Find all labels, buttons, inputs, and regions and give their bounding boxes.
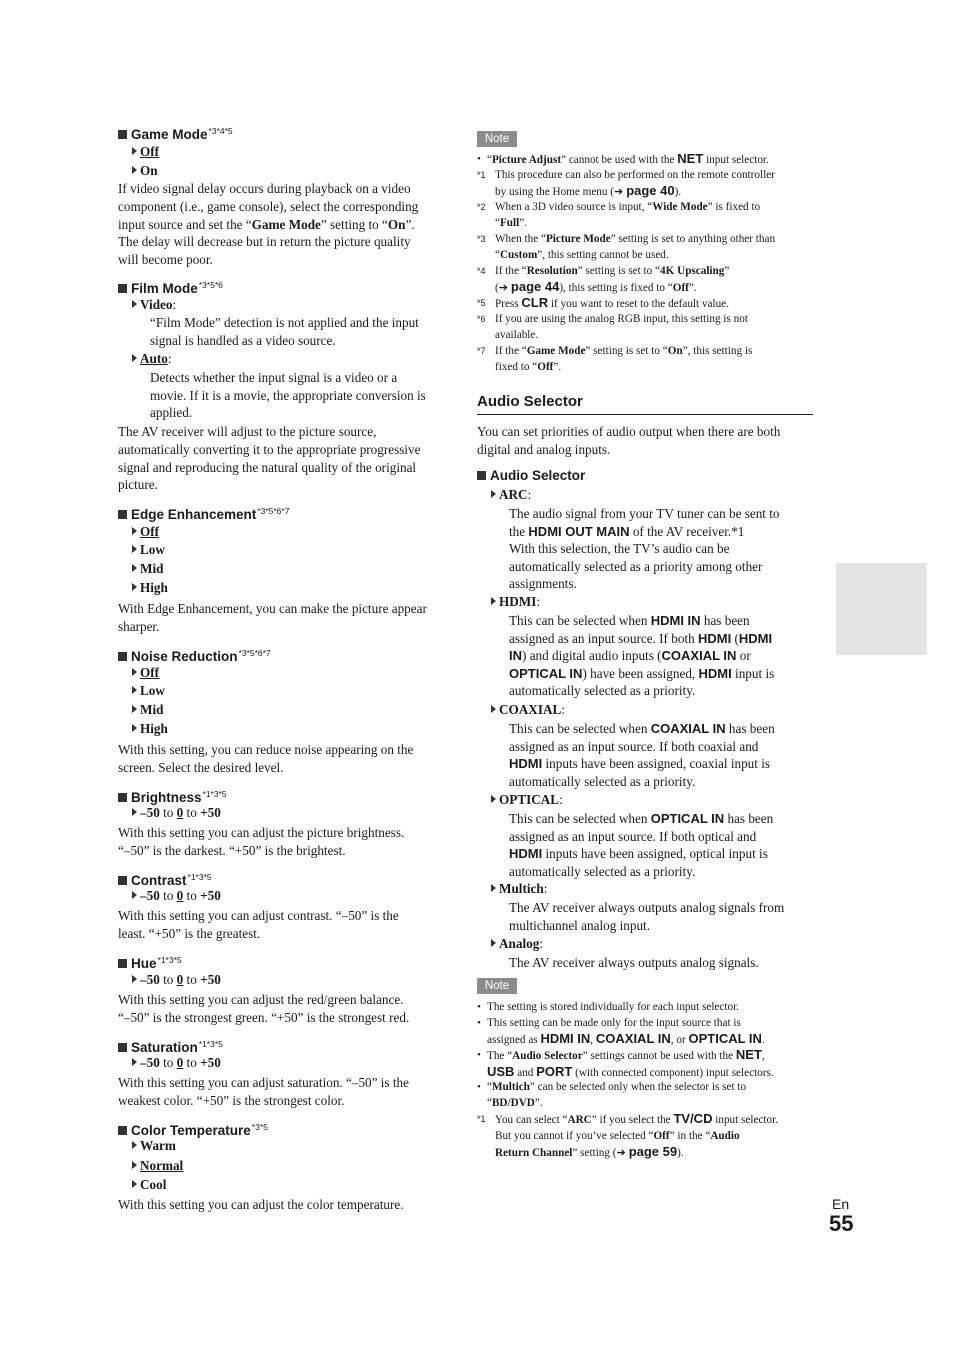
arrow-icon (491, 939, 496, 947)
footnote-marker: *3 (477, 234, 486, 244)
option-description: The AV receiver always outputs analog signals. (509, 955, 759, 970)
heading-edge-enhancement: Edge Enhancement$^{*3*5*6*7}$ (118, 503, 289, 523)
option-high: High (132, 721, 168, 737)
option-normal: Normal (132, 1158, 183, 1174)
brightness-description: With this setting you can adjust the picture brightness. “–50” is the darkest. “+50” is the brightest. (118, 825, 405, 858)
section-title: Audio Selector (477, 392, 813, 415)
option-auto: Auto: (132, 351, 172, 367)
heading-audio-selector: Audio Selector (477, 468, 585, 484)
option-low: Low (132, 683, 165, 699)
option-range: –50 to 0 to +50 (132, 972, 221, 988)
option-off: Off (132, 144, 159, 160)
option-description: This can be selected when COAXIAL IN has been assigned as an input source. If both coaxial and HDMI inputs have been assigned, coaxial input is automatically selected as a priority. (509, 721, 775, 789)
option-on: On (132, 163, 158, 179)
heading-film-mode: Film Mode$^{*3*5*6}$ (118, 277, 223, 297)
footnote-marker: • (477, 153, 481, 165)
option-multich: Multich: (491, 881, 547, 897)
option-coaxial: COAXIAL: (491, 702, 565, 718)
audio-intro: You can set priorities of audio output when there are both digital and analog inputs. (477, 424, 781, 457)
heading-saturation: Saturation$^{*1*3*5}$ (118, 1036, 223, 1056)
option-description: This can be selected when OPTICAL IN has been assigned as an input source. If both optical and HDMI inputs have been assigned, optical input is automatically selected as a priority. (509, 811, 774, 879)
noise-description: With this setting, you can reduce noise appearing on the screen. Select the desired level. (118, 742, 414, 775)
option-hdmi: HDMI: (491, 594, 540, 610)
edge-description: With Edge Enhancement, you can make the picture appear sharper. (118, 601, 427, 634)
option-label: Analog (499, 936, 540, 951)
option-description: This can be selected when HDMI IN has been assigned as an input source. If both HDMI (HDMI IN) and digital audio inputs (COAXIAL IN or OPTICAL IN) have been assigned, HDMI input is automatically selected as a priority. (509, 613, 775, 699)
arrow-icon (491, 705, 496, 713)
arrow-icon (491, 597, 496, 605)
heading-noise-reduction: Noise Reduction$^{*3*5*6*7}$ (118, 645, 271, 665)
option-label: ARC (499, 487, 528, 502)
option-label: OPTICAL (499, 792, 560, 807)
footnote-text: If you are using the analog RGB input, this setting is not available. (495, 313, 748, 341)
footnote-marker: *6 (477, 314, 486, 324)
footnote-text: Press CLR if you want to reset to the default value. (495, 295, 729, 310)
option-range: –50 to 0 to +50 (132, 888, 221, 904)
option-high: High (132, 580, 168, 596)
option-low: Low (132, 542, 165, 558)
footnote-marker: *1 (477, 170, 486, 180)
footnote-text: When the “Picture Mode” setting is set to anything other than “Custom”, this setting cannot be used. (495, 233, 776, 261)
option-mid: Mid (132, 702, 163, 718)
footnote-marker: • (477, 1081, 481, 1093)
note-label: Note (477, 978, 517, 994)
footnote-marker: • (477, 1001, 481, 1013)
saturation-description: With this setting you can adjust saturation. “–50” is the weakest color. “+50” is the strongest color. (118, 1075, 410, 1108)
heading-color-temperature: Color Temperature$^{*3*5}$ (118, 1119, 268, 1139)
option-off: Off (132, 665, 159, 681)
arrow-icon (491, 490, 496, 498)
arrow-icon (491, 795, 496, 803)
option-off: Off (132, 524, 159, 540)
arrow-icon (491, 884, 496, 892)
option-range: –50 to 0 to +50 (132, 805, 221, 821)
option-mid: Mid (132, 561, 163, 577)
heading-hue: Hue$^{*1*3*5}$ (118, 952, 182, 972)
option-label: HDMI (499, 594, 537, 609)
footnote-marker: *1 (477, 1114, 486, 1124)
option-warm: Warm (132, 1138, 176, 1154)
footnote-text: This setting can be made only for the input source that is assigned as HDMI IN, COAXIAL IN, or OPTICAL IN. (487, 1017, 765, 1046)
footnote-marker: • (477, 1017, 481, 1029)
hue-description: With this setting you can adjust the red/green balance. “–50” is the strongest green. “+50” is the strongest red. (118, 992, 410, 1025)
heading-contrast: Contrast$^{*1*3*5}$ (118, 869, 212, 889)
footnote-text: “Multich” can be selected only when the selector is set to “BD/DVD”. (487, 1081, 747, 1109)
footnote-text: The “Audio Selector” settings cannot be used with the NET, USB and PORT (with connected component) input selectors. (487, 1047, 774, 1079)
page-number: 55 (829, 1211, 854, 1236)
footnote-text: If the “Resolution” setting is set to “4K Upscaling” (➔ page 44), this setting is fixed to “Off”. (495, 265, 730, 294)
auto-description: Detects whether the input signal is a video or a movie. If it is a movie, the appropriate conversion is applied. (150, 370, 426, 421)
footnote-marker: *7 (477, 346, 486, 356)
chapter-tab (836, 563, 927, 655)
footnote-text: The setting is stored individually for each input selector. (487, 1001, 739, 1013)
footnote-text: You can select “ARC” if you select the TV/CD input selector. But you cannot if you’ve selected “Off” in the “Audio Return Channel” setting (➔ page 59). (495, 1111, 779, 1159)
option-arc: ARC: (491, 487, 531, 503)
option-description: The AV receiver always outputs analog signals from multichannel analog input. (509, 900, 785, 933)
footnote-text: If the “Game Mode” setting is set to “On”, this setting is fixed to “Off”. (495, 345, 753, 373)
footnote-text: This procedure can also be performed on the remote controller by using the Home menu (➔ page 40). (495, 169, 775, 198)
footnote-text: When a 3D video source is input, “Wide Mode” is fixed to “Full”. (495, 201, 761, 229)
color-temp-description: With this setting you can adjust the color temperature. (118, 1197, 404, 1212)
language-label: En (832, 1196, 850, 1212)
heading-brightness: Brightness$^{*1*3*5}$ (118, 786, 227, 806)
footnote-marker: • (477, 1049, 481, 1061)
option-label: Multich (499, 881, 544, 896)
game-mode-description: If video signal delay occurs during playback on a video component (i.e., game console), select the corresponding input source and set the “Game Mode” setting to “On”. The delay will decrease but in return the picture quality will become poor. (118, 181, 419, 268)
option-cool: Cool (132, 1177, 166, 1193)
film-mode-description: The AV receiver will adjust to the picture source, automatically converting it to the appropriate progressive signal and reproducing the natural quality of the original picture. (118, 424, 421, 493)
footnote-marker: *5 (477, 298, 486, 308)
option-label: COAXIAL (499, 702, 562, 717)
footnote-marker: *2 (477, 202, 486, 212)
heading-game-mode: Game Mode$^{*3*4*5}$ (118, 123, 233, 143)
contrast-description: With this setting you can adjust contrast. “–50” is the least. “+50” is the greatest. (118, 908, 399, 941)
footnote-text: “Picture Adjust” cannot be used with the NET input selector. (487, 151, 769, 166)
note-label: Note (477, 131, 517, 147)
option-video: Video: (132, 297, 176, 313)
option-optical: OPTICAL: (491, 792, 563, 808)
option-description: The audio signal from your TV tuner can be sent to the HDMI OUT MAIN of the AV receiver.*1 With this selection, the TV’s audio can be automatically selected as a priority among other assignments. (509, 506, 780, 592)
video-description: “Film Mode” detection is not applied and the input signal is handled as a video source. (150, 315, 419, 348)
option-analog: Analog: (491, 936, 543, 952)
option-range: –50 to 0 to +50 (132, 1055, 221, 1071)
footnote-marker: *4 (477, 266, 486, 276)
